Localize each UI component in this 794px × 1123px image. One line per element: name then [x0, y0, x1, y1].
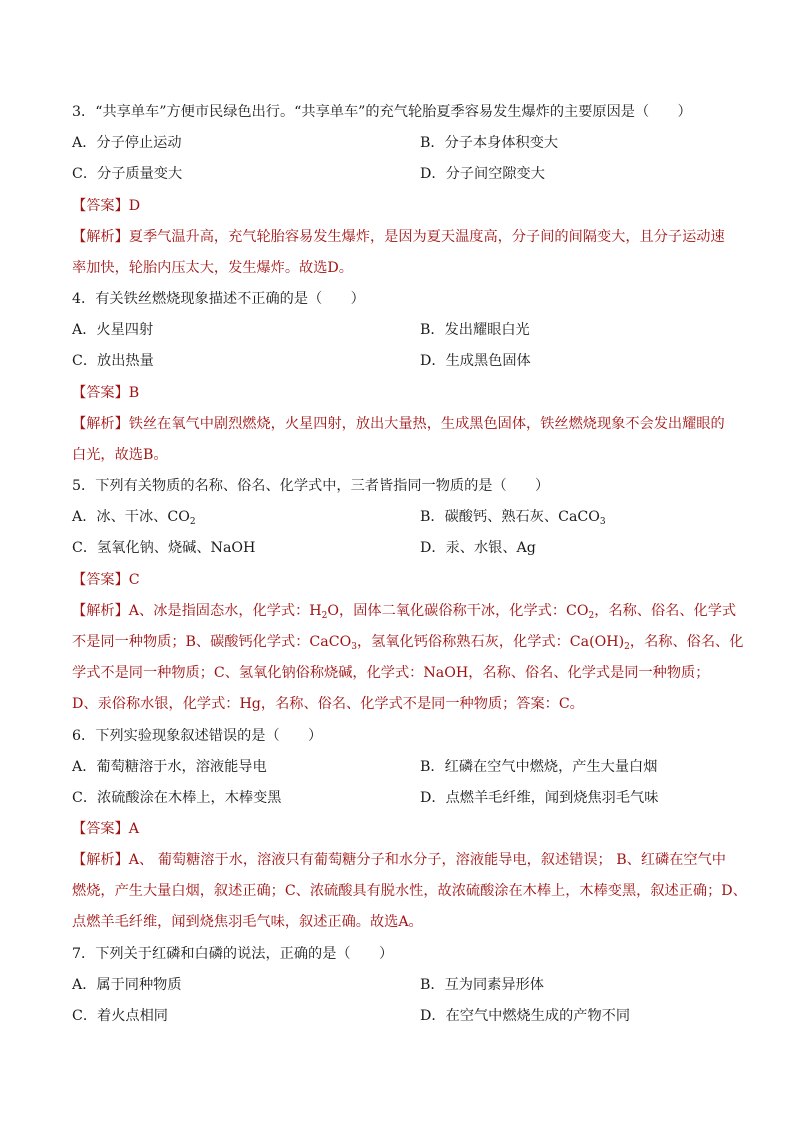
question-6-option-row [72, 788, 659, 808]
answer-line [72, 570, 140, 590]
question-6-stem: 6．下列实验现象叙述错误的是（ ） [72, 728, 323, 744]
option-b: B．分子本身体积变大 [420, 135, 559, 151]
analysis-line: D、汞俗称水银，化学式：Hg，名称、俗名、化学式不是同一种物质；答案：C。 [72, 696, 584, 712]
option-c: C．分子质量变大 [72, 166, 183, 182]
answer-value: B [128, 385, 140, 401]
option-d: D．生成黑色固体 [420, 353, 531, 369]
question-7-option-row [72, 975, 544, 995]
option-c: C．浓硫酸涂在木棒上，木棒变黑 [72, 790, 282, 806]
question-3-stem: 3．“共享单车”方便市民绿色出行。“共享单车”的充气轮胎夏季容易发生爆炸的主要原因是（ ） [72, 104, 692, 120]
question-4-stem: 4．有关铁丝燃烧现象描述不正确的是（ ） [72, 291, 365, 307]
question-5-stem: 5．下列有关物质的名称、俗名、化学式中，三者皆指同一物质的是（ ） [72, 478, 550, 494]
option-c: C．氢氧化钠、烧碱、NaOH [72, 540, 256, 556]
analysis-line [72, 227, 725, 247]
analysis-line [72, 850, 726, 870]
analysis-text: 铁丝在氧气中剧烈燃烧，火星四射，放出大量热，生成黑色固体，铁丝燃烧现象不会发出耀眼的 [128, 416, 725, 432]
answer-label: 【答案】 [72, 385, 129, 401]
question-4-option-row [72, 320, 530, 340]
analysis-line: 白光，故选B。 [72, 447, 168, 463]
analysis-label: 【解析】 [72, 852, 129, 868]
option-d: D．汞、水银、Ag [420, 540, 536, 556]
option-b: B．碳酸钙、熟石灰、CaCO$_3$ [420, 509, 606, 527]
analysis-label: 【解析】 [72, 603, 129, 619]
option-a: A．属于同种物质 [72, 977, 182, 993]
analysis-label: 【解析】 [72, 229, 129, 245]
question-5-option-row [72, 538, 536, 558]
subscript: 3 [599, 517, 606, 527]
question-3-option-row [72, 164, 545, 184]
answer-value: C [128, 572, 140, 588]
question-4-option-row [72, 351, 531, 371]
answer-line [72, 819, 139, 839]
option-d: D．分子间空隙变大 [420, 166, 545, 182]
question-3-option-row [72, 133, 559, 153]
option-b: B．红磷在空气中燃烧，产生大量白烟 [420, 759, 658, 775]
analysis-line: 点燃羊毛纤维，闻到烧焦羽毛气味，叙述正确。故选A。 [72, 914, 423, 930]
answer-label: 【答案】 [72, 198, 129, 214]
analysis-line: 学式不是同一种物质；C、氢氧化钠俗称烧碱，化学式：NaOH，名称、俗名、化学式是同一种物质； [72, 665, 710, 681]
question-7-option-row [72, 1006, 631, 1026]
analysis-text: 夏季气温升高，充气轮胎容易发生爆炸，是因为夏天温度高，分子间的间隔变大，且分子运动速 [128, 229, 725, 245]
analysis-line: 率加快，轮胎内压太大，发生爆炸。故选D。 [72, 260, 353, 276]
option-a: A．冰、干冰、$CO_2$ [72, 509, 196, 527]
analysis-line: 【解析】A、冰是指固态水，化学式：$H_2O$，固体二氧化碳俗称干冰，化学式：$CO_2$，名称、俗名、化学式 [72, 603, 737, 621]
question-5-option-row [72, 507, 606, 527]
question-6-option-row [72, 757, 658, 777]
option-b: B．发出耀眼白光 [420, 322, 530, 338]
option-a: A．分子停止运动 [72, 135, 182, 151]
analysis-label: 【解析】 [72, 416, 129, 432]
answer-value: D [128, 198, 141, 214]
option-c: C．着火点相同 [72, 1008, 168, 1024]
option-a: A．葡萄糖溶于水，溶液能导电 [72, 759, 267, 775]
option-c: C．放出热量 [72, 353, 154, 369]
analysis-line: 不是同一种物质；B、碳酸钙化学式：CaCO$_3$，氢氧化钙俗称熟石灰，化学式：$Ca(OH)_2$，名称、俗名、化 [72, 634, 744, 652]
option-d: D．在空气中燃烧生成的产物不同 [420, 1008, 631, 1024]
question-7-stem: 7．下列关于红磷和白磷的说法，正确的是（ ） [72, 946, 394, 962]
answer-line [72, 196, 140, 216]
answer-label: 【答案】 [72, 572, 129, 588]
answer-line [72, 383, 139, 403]
option-b: B．互为同素异形体 [420, 977, 544, 993]
analysis-line [72, 414, 725, 434]
option-a: A．火星四射 [72, 322, 154, 338]
answer-value: A [128, 821, 140, 837]
option-d: D．点燃羊毛纤维，闻到烧焦羽毛气味 [420, 790, 659, 806]
subscript: 2 [189, 517, 196, 527]
analysis-text: A、 葡萄糖溶于水，溶液只有葡萄糖分子和水分子，溶液能导电，叙述错误； B、红磷在空气中 [128, 852, 726, 868]
answer-label: 【答案】 [72, 821, 129, 837]
analysis-line: 燃烧，产生大量白烟，叙述正确；C、浓硫酸具有脱水性，故浓硫酸涂在木棒上，木棒变黑，叙述正确；D、 [72, 883, 747, 899]
